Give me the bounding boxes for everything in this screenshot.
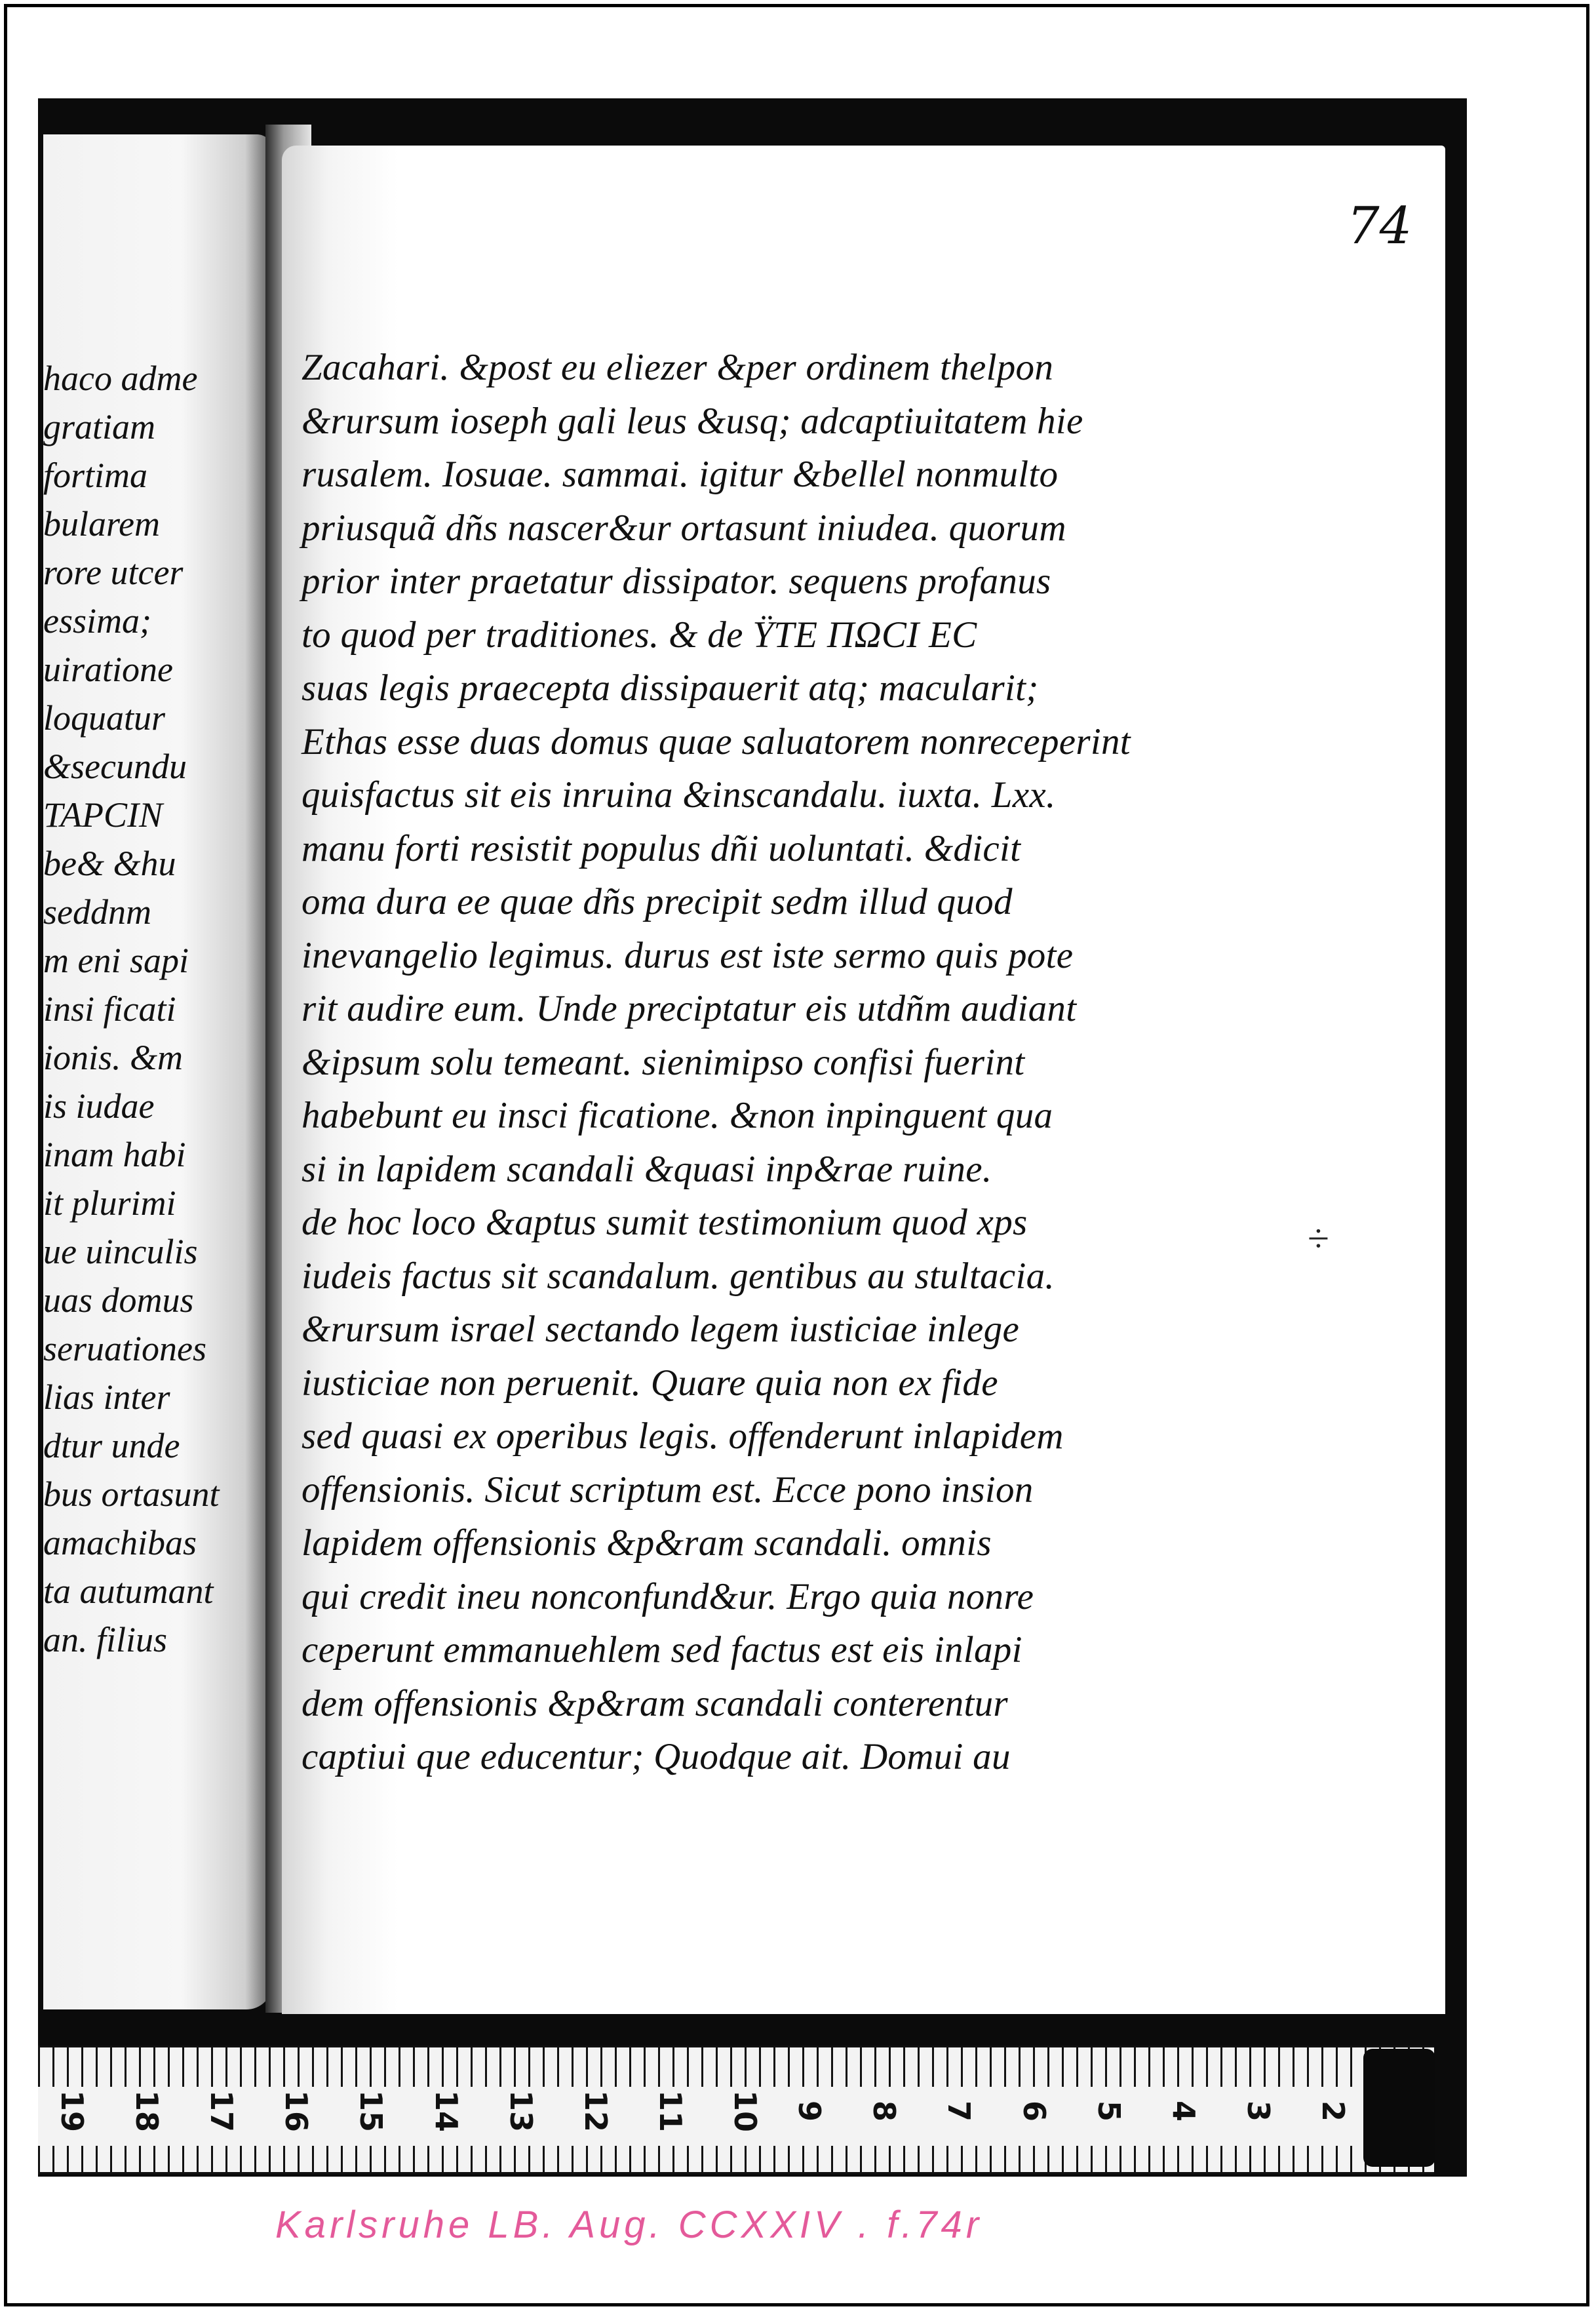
margin-mark: ÷	[1308, 1217, 1329, 1260]
text-line: iudeis factus sit scandalum. gentibus au stultacia.	[302, 1255, 1055, 1297]
text-line: prior inter praetatur dissipator. sequens profanus	[302, 561, 1051, 602]
left-text-fragment: bus ortasunt	[43, 1474, 220, 1514]
text-line: lapidem offensionis &p&ram scandali. omnis	[302, 1522, 992, 1564]
left-text-fragment: lias inter	[43, 1377, 170, 1417]
ruler-number: 3	[1240, 2100, 1276, 2122]
ruler-ticks-top	[38, 2047, 1434, 2087]
ruler-number: 7	[941, 2100, 977, 2122]
text-line: offensionis. Sicut scriptum est. Ecce pono insion	[302, 1469, 1034, 1511]
ruler-number: 6	[1016, 2100, 1052, 2122]
left-text-fragment: loquatur	[43, 698, 166, 738]
left-text-fragment: an. filius	[43, 1620, 168, 1659]
ruler-number: 19	[54, 2089, 90, 2133]
ruler-number: 15	[353, 2089, 389, 2133]
ruler-number: 9	[792, 2100, 828, 2122]
left-text-fragment: fortima	[43, 456, 148, 495]
left-text-fragment: ue uinculis	[43, 1232, 198, 1271]
text-line: Ethas esse duas domus quae saluatorem nonreceperint	[302, 721, 1131, 762]
left-text-fragment: seddnm	[43, 892, 151, 932]
ruler-number: 5	[1091, 2100, 1127, 2122]
ruler-number: 2	[1315, 2100, 1352, 2122]
text-line: rusalem. Iosuae. sammai. igitur &bellel nonmulto	[302, 454, 1059, 495]
ruler-number: 18	[129, 2089, 165, 2133]
text-line: Zacahari. &post eu eliezer &per ordinem thelpon	[302, 347, 1054, 388]
left-text-fragment: inam habi	[43, 1135, 186, 1174]
text-line: suas legis praecepta dissipauerit atq; macularit;	[302, 667, 1039, 709]
ruler-end-cap	[1363, 2049, 1435, 2167]
left-text-fragment: ionis. &m	[43, 1038, 184, 1077]
left-page-text	[43, 354, 266, 1664]
left-text-fragment: ta autumant	[43, 1572, 214, 1611]
text-line: manu forti resistit populus dñi uoluntati. &dicit	[302, 827, 1021, 869]
text-line: de hoc loco &aptus sumit testimonium quod xps	[302, 1202, 1028, 1243]
text-line: oma dura ee quae dñs precipit sedm illud quod	[302, 881, 1013, 922]
text-line: habebunt eu insci ficatione. &non inpinguent qua	[302, 1095, 1053, 1136]
left-text-fragment: uas domus	[43, 1280, 194, 1320]
text-line: rit audire eum. Unde preciptatur eis utdñm audiant	[302, 988, 1077, 1029]
text-line: iusticiae non peruenit. Quare quia non ex fide	[302, 1362, 998, 1404]
text-line: dem offensionis &p&ram scandali conterentur	[302, 1682, 1008, 1724]
ruler-number: 16	[279, 2089, 315, 2133]
ruler-number: 12	[577, 2089, 613, 2133]
text-line: qui credit ineu nonconfund&ur. Ergo quia nonre	[302, 1575, 1034, 1617]
text-line: priusquã dñs nascer&ur ortasunt iniudea. quorum	[302, 507, 1066, 549]
left-text-fragment: TAPCIN	[43, 795, 163, 835]
text-line: inevangelio legimus. durus est iste sermo quis pote	[302, 934, 1074, 976]
left-text-fragment: it plurimi	[43, 1183, 176, 1223]
left-text-fragment: haco adme	[43, 359, 198, 398]
left-text-fragment: rore utcer	[43, 553, 184, 592]
text-line: &ipsum solu temeant. sienimipso confisi fuerint	[302, 1041, 1025, 1083]
shelfmark-caption: Karlsruhe LB. Aug. CCXXIV . f.74r	[275, 2204, 983, 2246]
text-line: sed quasi ex operibus legis. offenderunt inlapidem	[302, 1415, 1064, 1457]
left-text-fragment: uiratione	[43, 650, 173, 689]
ruler-number: 17	[204, 2089, 240, 2133]
ruler-number: 4	[1165, 2100, 1201, 2122]
text-line: &rursum ioseph gali leus &usq; adcaptiuitatem hie	[302, 400, 1083, 442]
left-text-fragment: seruationes	[43, 1329, 206, 1368]
left-text-fragment: gratiam	[43, 407, 156, 446]
left-text-fragment: bularem	[43, 504, 160, 544]
left-text-fragment: &secundu	[43, 747, 187, 786]
text-line: to quod per traditiones. & de ŸTE ΠΩCI EC	[302, 614, 977, 656]
left-text-fragment: insi ficati	[43, 989, 176, 1029]
ruler-number: 13	[503, 2089, 539, 2133]
text-line: quisfactus sit eis inruina &inscandalu. iuxta. Lxx.	[302, 774, 1056, 816]
left-text-fragment: amachibas	[43, 1523, 197, 1562]
ruler-ticks-bottom	[38, 2146, 1434, 2172]
ruler-number: 14	[428, 2089, 464, 2133]
left-text-fragment: m eni sapi	[43, 941, 189, 980]
text-line: captiui que educentur; Quodque ait. Domui au	[302, 1736, 1011, 1777]
left-text-fragment: essima;	[43, 601, 151, 641]
left-text-fragment: is iudae	[43, 1086, 155, 1126]
ruler-number: 10	[728, 2089, 764, 2133]
left-text-fragment: dtur unde	[43, 1426, 180, 1465]
ruler-number: 11	[652, 2089, 688, 2133]
left-text-fragment: be& &hu	[43, 844, 176, 883]
measurement-ruler	[38, 2046, 1434, 2174]
manuscript-text	[302, 341, 1272, 1784]
ruler-number: 8	[866, 2100, 903, 2122]
text-line: &rursum israel sectando legem iusticiae inlege	[302, 1309, 1020, 1350]
text-line: si in lapidem scandali &quasi inp&rae ruine.	[302, 1148, 992, 1190]
folio-number: 74	[1347, 197, 1412, 256]
text-line: ceperunt emmanuehlem sed factus est eis inlapi	[302, 1629, 1022, 1670]
